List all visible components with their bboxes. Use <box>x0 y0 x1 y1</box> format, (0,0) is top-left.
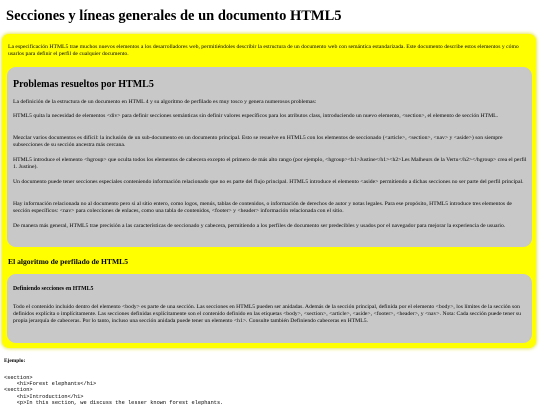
intro-paragraph: La especificación HTML5 trae muchos nuevos elementos a los desarrolladores web, permitiéndoles describir la estructura de un documento web con semántica estandarizada. Este documento describe estos elementos y cómo usarlos para definir el perfil de cualquier documento. <box>8 44 519 58</box>
section-defining-heading: Definiendo secciones en HTML5 <box>13 286 94 292</box>
section-problems-heading: Problemas resueltos por HTML5 <box>13 79 154 90</box>
article-container <box>2 34 536 348</box>
paragraph: La definición de la estructura de un documento en HTML 4 y su algoritmo de perfilado es muy tosco y genera numerosos problemas: <box>13 99 317 105</box>
paragraph: Hay información relacionada no al documento pero si al sitio entero, como logos, menús, tablas de contenidos, o información de derechos de autor y notas legales. Para ese propósito, HTML5 introduce tres elementos de sección específicos: <nav> para colecciones de enlaces, como una tabla de contenidos, <footer> y <header> información relacionada con el sitio. <box>13 201 512 215</box>
page-title: Secciones y líneas generales de un documento HTML5 <box>6 8 342 24</box>
section-problems <box>7 67 532 247</box>
example-label: Ejemplo: <box>4 358 26 364</box>
code-line: <section> <box>4 375 33 381</box>
paragraph: De manera más general, HTML5 trae precisión a las características de seccionado y cabecera, permitiendo a los perfiles de documento ser predecibles y usados por el navegador para mejorar la experiencia de usuario. <box>13 223 506 229</box>
paragraph: Todo el contenido incluido dentro del elemento <body> es parte de una sección. Las secciones en HTML5 pueden ser anidadas. Además de la sección principal, definida por el elemento <body>, los límites de la sección son definidos explícita o implícitamente. Las secciones definidas explícitamente son el contenido definido en las etiquetas <body>, <section>, <article>, <aside>, <footer>, <header>, y <nav>. Nota: Cada sección puede tener su propia jerarquía de cabeceras. Por lo tanto, incluso una sección anidada puede tener un elemento <h1>. Consulte también Definiendo cabeceras en HTML5. <box>13 304 521 325</box>
code-example <box>4 375 223 406</box>
section-defining <box>7 274 532 343</box>
code-line: <section> <box>4 387 33 394</box>
paragraph: Un documento puede tener secciones especiales conteniendo información relacionado que no es parte del flujo principal. HTML5 introduce el elemento <aside> permitiendo a dichas secciones no ser parte del perfil principal. <box>13 179 524 185</box>
code-line: <p>In this section, we discuss the lesser known forest elephants. <box>4 399 224 406</box>
paragraph: HTML5 quita la necesidad de elementos <div> para definir secciones semánticas sin definir valores específicos para los atributos class, introduciendo un nuevo elemento, <section>, el elemento de sección HTML. <box>13 113 499 119</box>
paragraph: HTML5 introduce el elemento <hgroup> que oculta todos los elementos de cabecera excepto el primero de más alto rango (por ejemplo, <hgroup><h1>Justine</h1><h2>Les Malheurs de la Vertu</h2></hgroup> crea el perfil 1. Justine). <box>13 157 527 171</box>
outline-algorithm-heading: El algoritmo de perfilado de HTML5 <box>8 257 129 266</box>
paragraph: Mezclar varios documentos es difícil: la inclusión de un sub-documento en un documento principal. Esto se resuelve en HTML5 con los elementos de seccionado (<article>, <section>, <nav> y <aside>) son siempre subsecciones de su sección ancestra más cercana. <box>13 135 503 149</box>
code-line: <h1>Forest elephants</h1> <box>4 381 97 388</box>
code-line: <h1>Introduction</h1> <box>4 393 84 400</box>
